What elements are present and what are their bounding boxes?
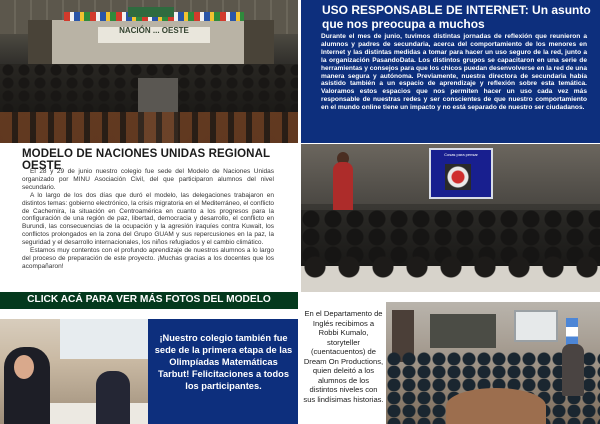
- front-row-students: [301, 256, 600, 278]
- model-article-body: [22, 168, 274, 271]
- classroom-photo: [301, 144, 600, 292]
- model-headline: MODELO DE NACIONES UNIDAS REGIONAL OESTE: [22, 148, 270, 172]
- room-window: [514, 310, 558, 342]
- stage-sign: NACIÓN ... OESTE: [98, 27, 210, 43]
- olympiad-photo: [0, 319, 148, 424]
- photo-window: [60, 319, 148, 359]
- internet-article-body: Durante el mes de junio, tuvimos distintas jornadas de reflexión que reunieron a alumnos y padres de secundaria, acerca del comportamiento de los menores en Internet y las distintas medidas a tomar para hacer un uso seguro de la red, junto a la organización PasandoData. Los distintos grupos se capacitaron en una serie de herramientas y consejos para que los chicos puedan desenvolverse en la red de una manera segura y autónoma. Previamente, nuestra directora de secundaria había asistido también a un espacio de aprendizaje y reflexión sobre esta temática. Valoramos estos espacios que nos permiten hacer un uso cada vez más responsable de nuestras redes y ser conscientes de que nuestro comportamiento en el mundo online tiene un impacto y no está separado de nuestro ser ciudadanos.: [321, 33, 587, 112]
- storyteller-figure: [562, 344, 584, 396]
- more-photos-link[interactable]: CLICK ACÁ PARA VER MÁS FOTOS DEL MODELO: [27, 294, 271, 305]
- model-paragraph: Estamos muy contentos con el profundo aprendizaje de nuestros alumnos a lo largo del proceso de preparación de este proyecto. ¡Muchas gracias a los docentes que los acompañaron!: [22, 247, 274, 270]
- student-figure: [96, 371, 130, 424]
- storyteller-caption: En el Departamento de Inglés recibimos a Robbi Kumalo, storyteller (cuentacuentos) de Dream On Productions, quien deleitó a los alumnos de los distintos niveles con sus lindísimas historias.: [303, 309, 384, 404]
- model-paragraph: A lo largo de los dos días que duró el modelo, las delegaciones trabajaron en distintos temas: gobierno electrónico, la crisis migratoria en el Mediterráneo, el conflicto de Cachemira, la situación en Centroamérica en cuanto a los progresos para la configuración de una región de paz, libertad, democracia y desarrollo, el conflicto en Burundi, las consecuencias de la ocupación y la agresión iraquíes contra Kuwait, los conflictos prolongados en la zona del Grupo GUAM y sus repercusiones en la paz, la seguridad y el desarrollo internacionales, los niños refugiados y el cambio climático.: [22, 191, 274, 247]
- olympiad-text: ¡Nuestro colegio también fue sede de la primera etapa de las Olimpíadas Matemáticas Tarbut! Felicitaciones a todos los participantes.: [154, 333, 293, 392]
- student-face: [14, 355, 34, 379]
- model-paragraph: El 28 y 29 de junio nuestro colegio fue sede del Modelo de Naciones Unidas organizado por MINU Asociación Civil, del que participaron alumnos del nivel secundario.: [22, 168, 274, 191]
- screen-image: [445, 164, 471, 190]
- floor-space: [446, 388, 546, 424]
- photo-table: [40, 403, 148, 424]
- stage-banner: [128, 7, 174, 17]
- internet-headline: USO RESPONSABLE DE INTERNET: Un asunto que nos preocupa a muchos: [322, 3, 591, 31]
- room-board: [430, 314, 496, 348]
- auditorium-photo: [0, 0, 298, 143]
- auditorium-chairs: [0, 112, 298, 143]
- storyteller-photo: [386, 302, 600, 424]
- screen-title: Cosas para pensar: [444, 152, 478, 157]
- flag-icon: [566, 318, 578, 346]
